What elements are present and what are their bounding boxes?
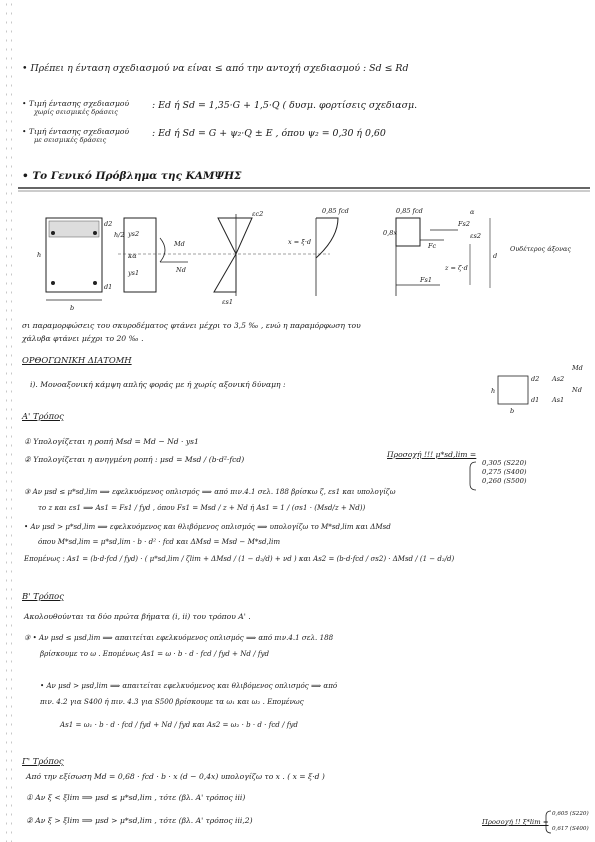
lim-s500: 0,260 (S500): [482, 477, 527, 485]
label-small-Nd: Nd: [572, 386, 582, 394]
top-bar: [51, 231, 55, 235]
line-c2: ① Αν ξ < ξlim ⟹ μsd ≤ μ*sd,lim , τότε (βλ. Α' τρόπος iii): [26, 793, 246, 802]
label-small-b: b: [510, 407, 515, 415]
line-seismic-a: • Τιμή έντασης σχεδιασμού: [22, 127, 130, 136]
line-b3b: πιν. 4.2 για S400 ή πιν. 4.3 για S500 βρίσκουμε τα ω₁ και ω₂ . Επομένως: [40, 697, 304, 706]
line-a2: ② Υπολογίζεται η ανηγμένη ροπή : μsd = Msd / (b·d²·fcd): [24, 455, 245, 464]
note-lim: Προσοχή !!! μ*sd,lim =: [387, 450, 477, 459]
xi-s400: 0,617 (S400): [552, 826, 589, 832]
small-section: [498, 376, 528, 404]
line-c3: ② Αν ξ > ξlim ⟹ μsd > μ*sd,lim , τότε (βλ. Α' τρόπος iii,2): [26, 816, 253, 825]
note-xi: Προσοχή !! ξ*lim =: [482, 818, 549, 826]
top-bar: [93, 231, 97, 235]
heading-orthogonal-section: ΟΡΘΟΓΩΝΙΚΗ ΔΙΑΤΟΜΗ: [22, 355, 132, 365]
line-b2: ③ • Αν μsd ≤ μsd,lim ⟹ απαιτείται εφελκυόμενος οπλισμός ⟹ από πιν.4.1 σελ. 188: [24, 633, 334, 642]
label-fcd-parabola: 0,85 fcd: [322, 207, 349, 215]
line-a4: • Αν μsd > μ*sd,lim ⟹ εφελκυόμενος και θλιβόμενος οπλισμός ⟹ υπολογίζω το M*sd,lim και ΔMsd: [24, 522, 391, 531]
para-strain-2: χάλυβα φτάνει μέχρι το 20 ‰ .: [22, 334, 144, 343]
line-b3: • Αν μsd > μsd,lim ⟹ απαιτείται εφελκυόμενος και θλιβόμενος οπλισμός ⟹ από: [40, 681, 338, 690]
strain-tension: [214, 254, 236, 292]
label-es2: εs2: [470, 232, 481, 240]
label-d2: d2: [104, 220, 113, 228]
line-seismic-eq: : Ed ή Sd = G + ψ₂·Q ± E , όπου ψ₂ = 0,30 ή 0,60: [152, 128, 386, 139]
heading-method-a: Α' Τρόπος: [22, 411, 64, 421]
rect-stress-block: [396, 218, 420, 246]
lim-s220: 0,305 (S220): [482, 459, 527, 467]
compression-zone-hatch: [49, 221, 99, 237]
label-h: h: [37, 251, 42, 259]
line-a3b: το z και εs1 ⟹ As1 = Fs1 / fyd , όπου Fs1 = Msd / z + Nd ή As1 = 1 / (σs1 · (Msd/z + Nd)): [38, 503, 366, 512]
label-small-As2: As2: [552, 375, 565, 383]
strain-compression: [218, 218, 252, 254]
line-a3: ③ Αν μsd ≤ μ*sd,lim ⟹ εφελκυόμενος οπλισμός ⟹ από πιν.4.1 σελ. 188 βρίσκω ζ, εs1 και υπολογίζω: [24, 487, 396, 496]
label-ys2: ys2: [128, 230, 140, 238]
label-Fs2: Fs2: [458, 220, 470, 228]
label-08x: 0,8x: [383, 229, 398, 237]
label-alpha: α: [470, 208, 475, 216]
heading-method-c: Γ' Τρόπος: [22, 756, 64, 766]
label-neutral-axis: Ουδέτερος άξονας: [510, 245, 572, 253]
line-design-condition: • Πρέπει η ένταση σχεδιασμού να είναι ≤ από την αντοχή σχεδιασμού : Sd ≤ Rd: [22, 63, 409, 74]
line-design-value-a: • Τιμή έντασης σχεδιασμού: [22, 99, 130, 108]
label-h2: h/2: [114, 231, 125, 239]
line-a4b: όπου M*sd,lim = μ*sd,lim · b · d² · fcd και ΔMsd = Msd − M*sd,lim: [38, 537, 281, 546]
label-Fs1: Fs1: [420, 276, 432, 284]
label-d1: d1: [104, 283, 113, 291]
label-b: b: [70, 304, 75, 312]
line-a1: ① Υπολογίζεται η ροπή Msd = Md − Nd · ys1: [24, 437, 199, 446]
label-ys1: ys1: [128, 269, 140, 277]
parabolic-stress: [316, 218, 338, 258]
label-small-Md: Md: [572, 364, 583, 372]
label-Md: Md: [174, 240, 185, 248]
line-c1: Από την εξίσωση Md = 0,68 · fcd · b · x (d − 0,4x) υπολογίζω το x . ( x = ξ·d ): [26, 772, 325, 781]
label-d: d: [493, 252, 498, 260]
para-strain-1: σι παραμορφώσεις του σκυροδέματος φτάνει μέχρι το 3,5 ‰ , ενώ η παραμόρφωση του: [22, 321, 361, 330]
label-small-d2: d2: [531, 375, 540, 383]
label-Fc: Fc: [428, 242, 437, 250]
line-b3c: As1 = ω₁ · b · d · fcd / fyd + Nd / fyd και As2 = ω₂ · b · d · fcd / fyd: [60, 720, 298, 729]
line-b1: Ακολουθούνται τα δύο πρώτα βήματα (i, ii) του τρόπου Α' .: [24, 612, 251, 621]
lim-bracket: [470, 462, 476, 490]
label-Nd: Nd: [176, 266, 186, 274]
label-x: x = ξ·d: [288, 238, 312, 246]
label-ka: κα: [128, 252, 137, 260]
lim-s400: 0,275 (S400): [482, 468, 527, 476]
label-small-As1: As1: [552, 396, 565, 404]
label-fcd-rect: 0,85 fcd: [396, 207, 423, 215]
line-b2b: βρίσκουμε το ω . Επομένως As1 = ω · b · d · fcd / fyd + Nd / fyd: [40, 649, 270, 658]
xi-s220: 0,605 (S220): [552, 811, 589, 817]
bottom-bar: [93, 281, 97, 285]
label-small-d1: d1: [531, 396, 540, 404]
label-ec2: εc2: [252, 210, 264, 218]
bottom-bar: [51, 281, 55, 285]
line-a4c: Επομένως : As1 = (b·d·fcd / fyd) · ( μ*sd,lim / ζlim + ΔMsd / (1 − d₂/d) + νd ) και As2 = (b·d·fcd / σs2) · ΔMsd / (1 − d₂/d): [24, 555, 455, 563]
label-small-h: h: [491, 387, 496, 395]
line-seismic-b: με σεισμικές δράσεις: [34, 136, 107, 144]
label-z: z = ζ·d: [445, 264, 468, 272]
line-uniaxial-bending: i). Μονοαξονική κάμψη απλής φοράς με ή χωρίς αξονική δύναμη :: [30, 380, 286, 389]
moment-arrow: [160, 238, 165, 262]
section-title-bending: • Το Γενικό Πρόβλημα της ΚΑΜΨΗΣ: [22, 170, 242, 182]
line-design-value-eq: : Ed ή Sd = 1,35·G + 1,5·Q ( δυσμ. φορτίσεις σχεδιασμ.: [152, 100, 418, 111]
line-design-value-b: χωρίς σεισμικές δράσεις: [34, 108, 118, 116]
heading-method-b: Β' Τρόπος: [22, 591, 64, 601]
label-es1: εs1: [222, 298, 233, 306]
